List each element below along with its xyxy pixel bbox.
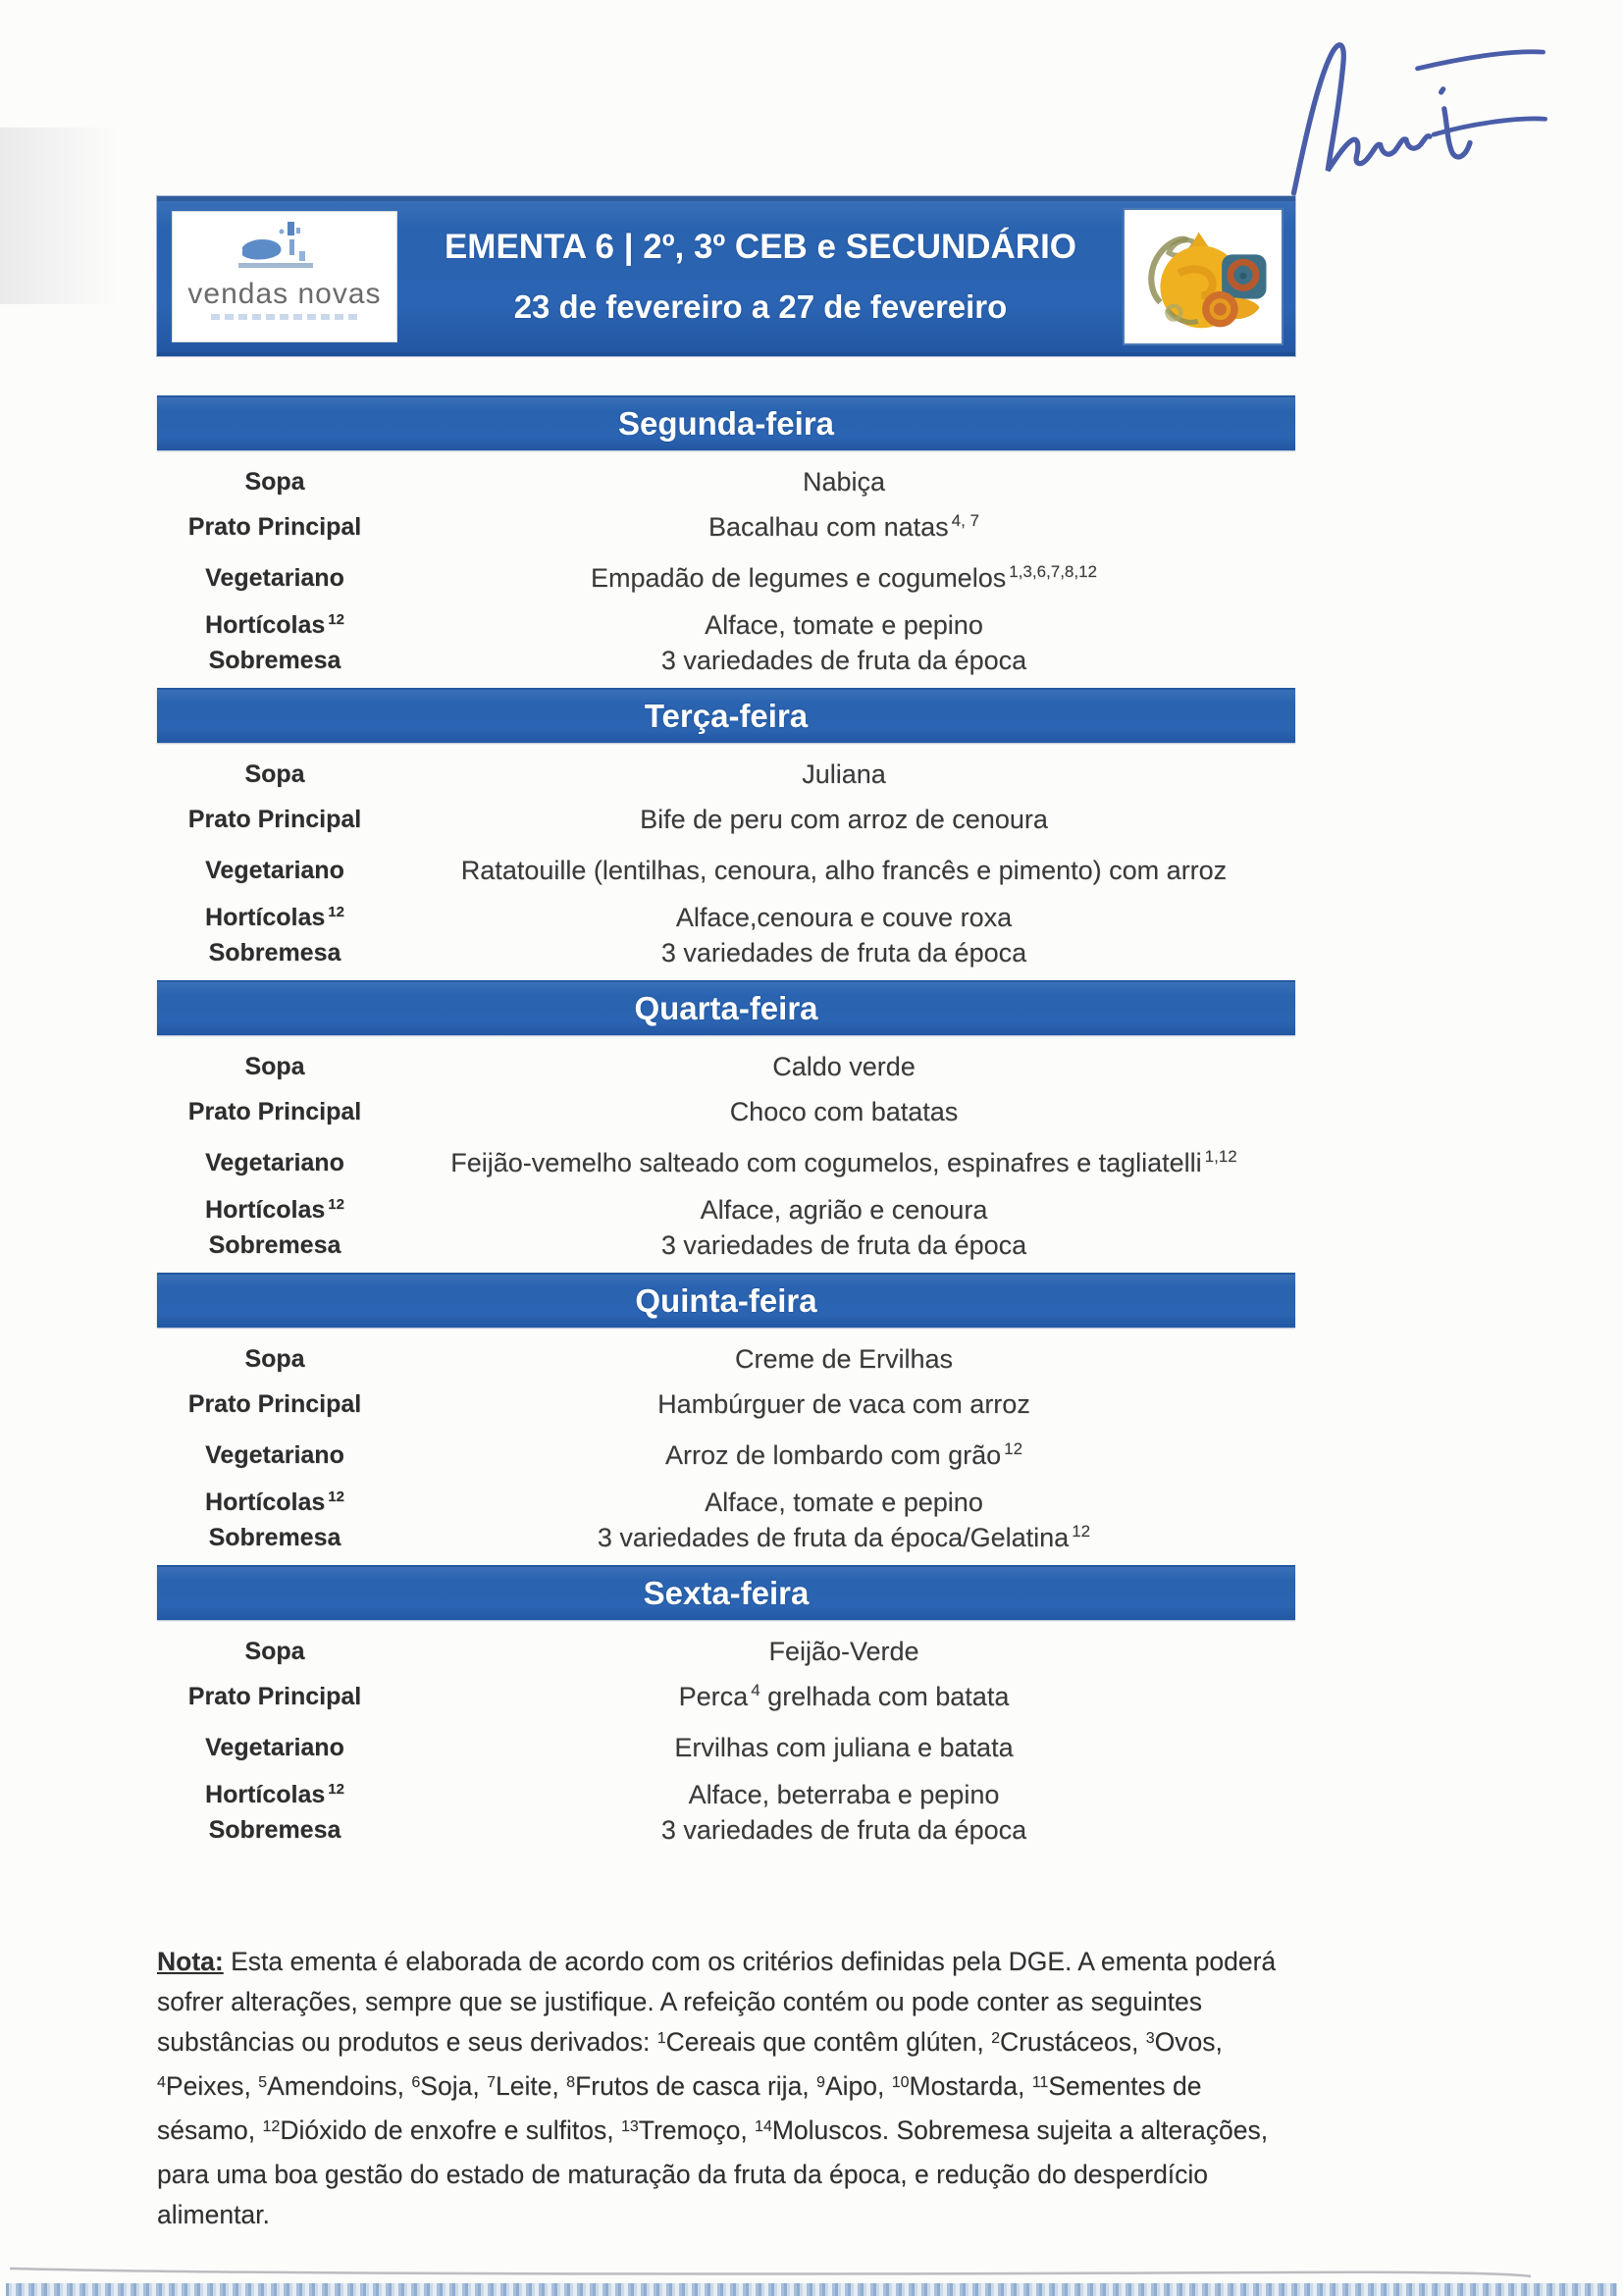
row-label: Prato Principal <box>187 1097 362 1125</box>
scan-page-edge-artifact <box>0 2265 1623 2278</box>
day-rows <box>157 743 1295 980</box>
menu-row <box>157 1522 1295 1553</box>
row-value: Ervilhas com juliana e batata <box>674 1732 1014 1762</box>
row-label: Prato Principal <box>187 1389 362 1418</box>
day-section <box>157 980 1295 1273</box>
note-superscript: 6 <box>411 2074 421 2091</box>
label-superscript: 12 <box>328 1195 344 1213</box>
date-range: 23 de fevereiro a 27 de fevereiro <box>513 288 1008 325</box>
row-label: Prato Principal <box>187 512 362 541</box>
day-section <box>157 1273 1295 1565</box>
menu-row <box>157 1681 1295 1712</box>
municipal-logo-illustration-icon <box>231 218 339 279</box>
row-value: Creme de Ervilhas <box>734 1343 954 1374</box>
menu-row <box>157 1051 1295 1082</box>
row-value: 3 variedades de fruta da época <box>660 1814 1027 1845</box>
row-value: Hambúrguer de vaca com arroz <box>657 1388 1030 1419</box>
menu-row <box>157 855 1295 886</box>
menu-row <box>157 1814 1295 1846</box>
cropped-bottom-banner-artifact <box>6 2283 1617 2296</box>
menu-row <box>157 1147 1295 1178</box>
menu-row <box>157 902 1295 933</box>
menu-days <box>157 395 1295 1857</box>
row-label: Sobremesa <box>208 938 341 966</box>
day-rows <box>157 1620 1295 1857</box>
row-value: Perca $^4$ grelhada com batata <box>678 1680 1010 1711</box>
menu-row <box>157 1487 1295 1518</box>
municipality-logo <box>173 212 396 341</box>
row-label: Sopa <box>244 1637 305 1665</box>
menu-row <box>157 1194 1295 1226</box>
menu-row <box>157 937 1295 968</box>
note-superscript: 9 <box>816 2074 825 2091</box>
note-superscript: 14 <box>755 2118 772 2135</box>
page-title: EMENTA 6 | 2º, 3º CEB e SECUNDÁRIO <box>444 228 1077 266</box>
row-value: 3 variedades de fruta da época <box>660 937 1027 967</box>
menu-row <box>157 758 1295 790</box>
row-value: 3 variedades de fruta da época/Gelatina $^{12}$ <box>597 1521 1091 1552</box>
row-value: Alface, agrião e cenoura <box>700 1194 988 1225</box>
day-banner <box>157 688 1295 743</box>
scan-shadow-artifact <box>0 128 118 304</box>
day-banner <box>157 395 1295 450</box>
day-rows <box>157 1035 1295 1273</box>
day-name: Segunda-feira <box>617 405 835 442</box>
note-text <box>157 1942 1305 2235</box>
row-value: Bife de peru com arroz de cenoura <box>640 804 1048 834</box>
row-value: Juliana <box>802 758 886 789</box>
row-value: Alface,cenoura e couve roxa <box>675 902 1013 932</box>
note-superscript: 4 <box>157 2074 166 2091</box>
row-label: Sopa <box>244 1344 305 1373</box>
row-value: Alface, tomate e pepino <box>705 1487 983 1517</box>
day-name: Sexta-feira <box>643 1575 810 1611</box>
note-superscript: 2 <box>991 2030 1000 2047</box>
header-titles <box>396 228 1125 326</box>
row-value: Nabiça <box>802 466 886 496</box>
menu-row <box>157 1388 1295 1420</box>
row-label: Prato Principal <box>187 1682 362 1710</box>
row-label: Vegetariano <box>205 1440 344 1469</box>
value-superscript: 4, 7 <box>951 510 979 530</box>
value-superscript: 12 <box>1004 1438 1023 1458</box>
menu-row <box>157 1229 1295 1261</box>
row-label: Hortícolas $^{12}$ <box>205 610 344 639</box>
note-superscript: 10 <box>891 2074 910 2091</box>
note-superscript: 5 <box>258 2074 268 2091</box>
logo-text: vendas novas <box>187 278 382 310</box>
row-label: Hortícolas $^{12}$ <box>205 1487 344 1516</box>
row-value: Bacalhau com natas $^{4, 7}$ <box>707 510 979 542</box>
fruit-image <box>1125 210 1282 343</box>
row-label: Sobremesa <box>208 646 341 674</box>
menu-row <box>157 466 1295 497</box>
day-rows <box>157 450 1295 688</box>
menu-row <box>157 562 1295 594</box>
note-superscript: 8 <box>566 2074 576 2091</box>
note-superscript: 13 <box>620 2118 639 2135</box>
day-section <box>157 1565 1295 1857</box>
day-rows <box>157 1328 1295 1565</box>
day-banner <box>157 1565 1295 1620</box>
day-section <box>157 688 1295 980</box>
label-superscript: 12 <box>328 610 344 628</box>
menu-row <box>157 1343 1295 1375</box>
menu-row <box>157 609 1295 641</box>
row-label: Sopa <box>244 1052 305 1080</box>
row-value: Arroz de lombardo com grão $^{12}$ <box>664 1438 1023 1470</box>
row-label: Hortícolas $^{12}$ <box>205 903 344 931</box>
note-body: Esta ementa é elaborada de acordo com os critérios definidas pela DGE. A ementa poderá sofrer alterações, sempre que se justifique. A refeição contém ou pode conter as seguintes substâncias ou produtos e seus derivados: $^1$Cereais que contêm glúten, $^2$Crustáceos, $^3$Ovos, $^4$Peixes, $^5$Amendoins, $^6$Soja, $^7$Leite, $^8$Frutos de casca rija, $^9$Aipo, $^{10}$Mostarda, $^{11}$Sementes de sésamo, $^{12}$Dióxido de enxofre e sulfitos, $^{13}$Tremoço, $^{14}$Moluscos. Sobremesa sujeita a alterações, para uma boa gestão do estado de maturação da fruta da época, e redução do desperdício alimentar. <box>157 1947 1277 2229</box>
note-superscript: 7 <box>487 2074 496 2091</box>
row-value: Feijão-Verde <box>768 1636 919 1666</box>
row-label: Vegetariano <box>205 856 344 884</box>
menu-row <box>157 804 1295 835</box>
value-superscript: 1,12 <box>1204 1146 1237 1166</box>
label-superscript: 12 <box>328 903 344 920</box>
note-label: Nota: <box>157 1947 224 1976</box>
row-label: Vegetariano <box>205 563 344 592</box>
row-label: Sobremesa <box>208 1230 341 1259</box>
row-label: Sopa <box>244 467 305 496</box>
day-name: Terça-feira <box>644 698 809 734</box>
note-superscript: 11 <box>1031 2074 1049 2091</box>
row-value: Caldo verde <box>772 1051 916 1081</box>
day-name: Quinta-feira <box>635 1282 817 1319</box>
value-superscript: 12 <box>1072 1521 1091 1540</box>
menu-row <box>157 645 1295 676</box>
row-label: Hortícolas $^{12}$ <box>205 1195 344 1224</box>
value-superscript: 1,3,6,7,8,12 <box>1009 561 1098 581</box>
row-value: Alface, tomate e pepino <box>705 609 983 640</box>
row-value: Feijão-vemelho salteado com cogumelos, espinafres e tagliatelli $^{1,12}$ <box>450 1146 1237 1177</box>
row-label: Prato Principal <box>187 805 362 833</box>
note-superscript: 12 <box>262 2118 281 2135</box>
row-value: 3 variedades de fruta da época <box>660 645 1027 675</box>
row-value: Ratatouille (lentilhas, cenoura, alho francês e pimento) com arroz <box>460 855 1228 885</box>
note-superscript: 3 <box>1145 2030 1155 2047</box>
day-banner <box>157 1273 1295 1328</box>
row-label: Hortícolas $^{12}$ <box>205 1780 344 1808</box>
fruit-illustration-icon <box>1134 217 1272 337</box>
menu-row <box>157 1096 1295 1127</box>
menu-row <box>157 511 1295 543</box>
value-superscript: 4 <box>751 1680 760 1699</box>
handwritten-signature-icon <box>1260 10 1554 216</box>
menu-row <box>157 1732 1295 1763</box>
row-label: Sobremesa <box>208 1523 341 1551</box>
menu-row <box>157 1779 1295 1810</box>
row-value: 3 variedades de fruta da época <box>660 1229 1027 1260</box>
label-superscript: 12 <box>328 1780 344 1798</box>
row-value: Choco com batatas <box>729 1096 959 1126</box>
row-label: Sobremesa <box>208 1815 341 1844</box>
day-section <box>157 395 1295 688</box>
menu-row <box>157 1636 1295 1667</box>
header-banner <box>157 196 1295 356</box>
note-superscript: 1 <box>656 2030 666 2047</box>
row-label: Vegetariano <box>205 1148 344 1176</box>
menu-row <box>157 1439 1295 1471</box>
row-label: Vegetariano <box>205 1733 344 1761</box>
label-superscript: 12 <box>328 1487 344 1505</box>
row-value: Empadão de legumes e cogumelos $^{1,3,6,7,8,12}$ <box>590 561 1098 593</box>
day-banner <box>157 980 1295 1035</box>
day-name: Quarta-feira <box>634 990 818 1026</box>
row-value: Alface, beterraba e pepino <box>688 1779 1000 1809</box>
row-label: Sopa <box>244 759 305 788</box>
logo-small-text <box>211 314 358 320</box>
